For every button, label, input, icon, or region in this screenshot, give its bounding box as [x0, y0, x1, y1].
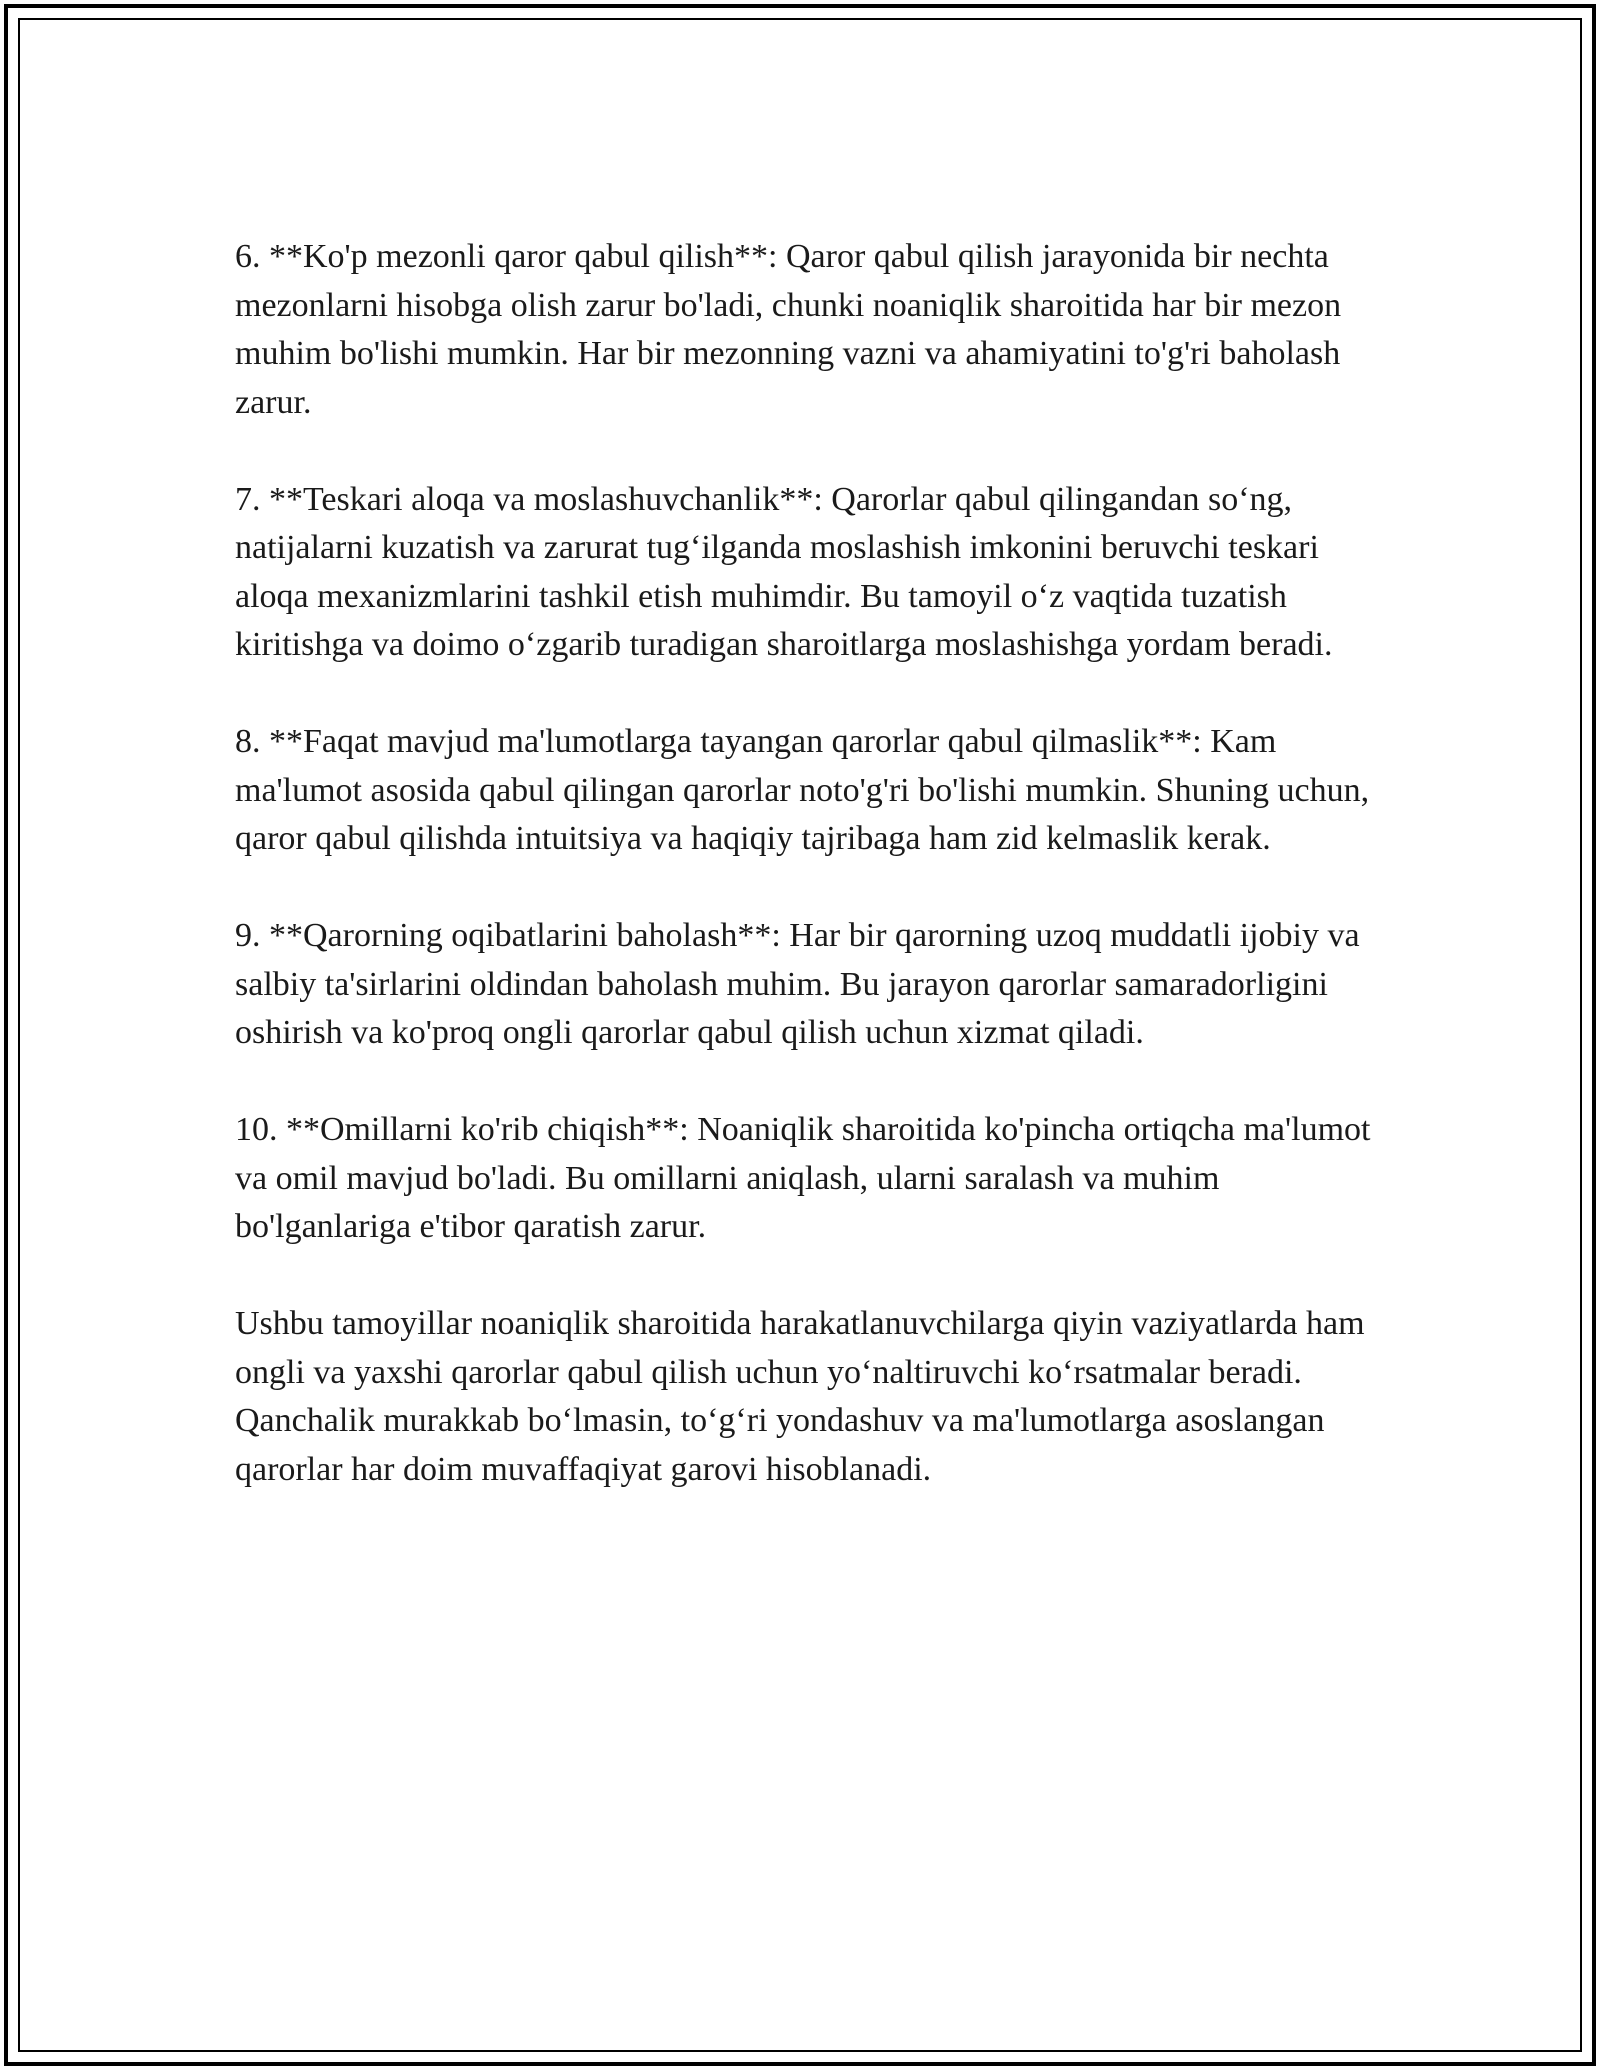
paragraph-principle-7: 7. **Teskari aloqa va moslashuvchanlik**: Qarorlar qabul qilingandan so‘ng, natijalarni kuzatish va zarurat tug‘ilganda moslashish imkonini beruvchi teskari aloqa mexanizmlarini tashkil etish muhimdir. Bu tamoyil o‘z vaqtida tuzatish kiritishga va doimo o‘zgarib turadigan sharoitlarga moslashishga yordam beradi. — [235, 480, 1333, 663]
document-body — [235, 233, 1375, 1494]
paragraph-principle-10: 10. **Omillarni ko'rib chiqish**: Noaniqlik sharoitida ko'pincha ortiqcha ma'lumot va omil mavjud bo'ladi. Bu omillarni aniqlash, ularni saralash va muhim bo'lganlariga e'tibor qaratish zarur. — [235, 1111, 1371, 1245]
paragraph-principle-8: 8. **Faqat mavjud ma'lumotlarga tayangan qarorlar qabul qilmaslik**: Kam ma'lumot asosida qabul qilingan qarorlar noto'g'ri bo'lishi mumkin. Shuning uchun, qaror qabul qilishda intuitsiya va haqiqiy tajribaga ham zid kelmaslik kerak. — [235, 723, 1370, 857]
paragraph-principle-9: 9. **Qarorning oqibatlarini baholash**: Har bir qarorning uzoq muddatli ijobiy va salbiy ta'sirlarini oldindan baholash muhim. Bu jarayon qarorlar samaradorligini oshirish va ko'proq ongli qarorlar qabul qilish uchun xizmat qiladi. — [235, 917, 1360, 1051]
paragraph-principle-6: 6. **Ko'p mezonli qaror qabul qilish**: Qaror qabul qilish jarayonida bir nechta mezonlarni hisobga olish zarur bo'ladi, chunki noaniqlik sharoitida har bir mezon muhim bo'lishi mumkin. Har bir mezonning vazni va ahamiyatini to'g'ri baholash zarur. — [235, 238, 1342, 421]
paragraph-conclusion: Ushbu tamoyillar noaniqlik sharoitida harakatlanuvchilarga qiyin vaziyatlarda ham ongli va yaxshi qarorlar qabul qilish uchun yo‘naltiruvchi ko‘rsatmalar beradi. Qanchalik murakkab bo‘lmasin, to‘g‘ri yondashuv va ma'lumotlarga asoslangan qarorlar har doim muvaffaqiyat garovi hisoblanadi. — [235, 1305, 1365, 1488]
